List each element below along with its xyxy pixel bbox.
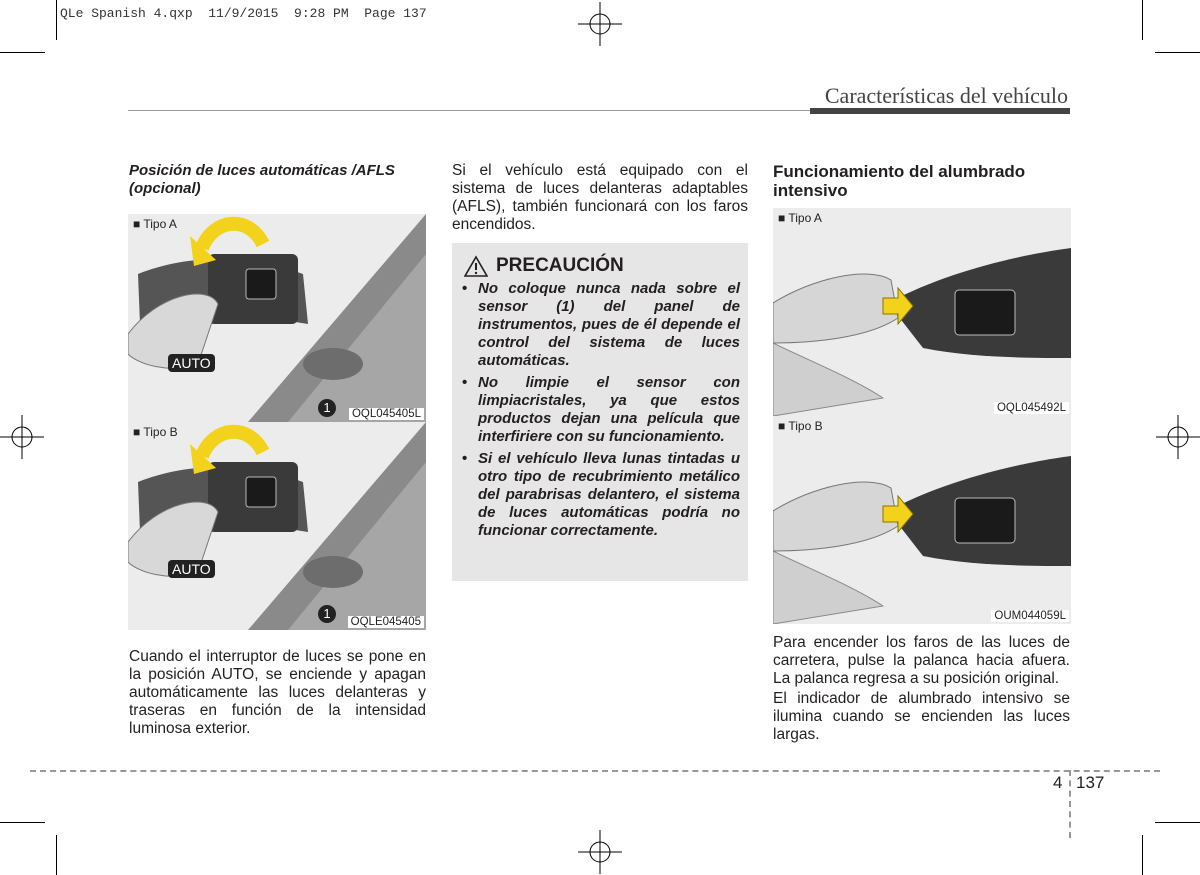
auto-lights-subhead: Posición de luces automáticas /AFLS (opcional) bbox=[129, 162, 395, 197]
page-number: 137 bbox=[1076, 773, 1105, 792]
caution-box bbox=[452, 243, 748, 581]
stalk-illustration bbox=[128, 422, 426, 630]
auto-tag: AUTO bbox=[168, 354, 215, 372]
figure-high-beam-type-b bbox=[773, 416, 1071, 624]
figure-label: ■ Tipo A bbox=[133, 217, 177, 231]
caution-list bbox=[462, 280, 740, 544]
registration-mark-bottom bbox=[578, 830, 622, 874]
caution-item: • No limpie el sensor con limpiacristales, ya que estos productos dejan una película que interfiriere con su funcionamiento. bbox=[462, 374, 740, 446]
figure-label: ■ Tipo B bbox=[133, 425, 178, 439]
high-beam-body-1: Para encender los faros de las luces de carretera, pulse la palanca hacia afuera. La palanca regresa a su posición original. bbox=[773, 634, 1070, 687]
figure-auto-type-a bbox=[128, 214, 426, 422]
figure-code: OQL045492L bbox=[994, 402, 1069, 414]
caution-item: • Si el vehículo lleva lunas tintadas u otro tipo de recubrimiento metálico del parabrisas delantero, el sistema de luces automáticas podría no funcionar correctamente. bbox=[462, 450, 740, 540]
registration-mark-top bbox=[578, 2, 622, 46]
figure-code: OQL045405L bbox=[349, 408, 424, 420]
figure-label: ■ Tipo B bbox=[778, 419, 823, 433]
sensor-marker: 1 bbox=[318, 399, 336, 417]
section-title: Características del vehículo bbox=[824, 83, 1068, 108]
stalk-push-illustration bbox=[773, 208, 1071, 416]
header-rule-accent bbox=[810, 108, 1070, 114]
stalk-push-illustration bbox=[773, 416, 1071, 624]
caution-title: PRECAUCIÓN bbox=[496, 255, 624, 276]
caution-item: • No coloque nunca nada sobre el sensor (1) del panel de instrumentos, pues de él depende el control del sistema de luces automáticas. bbox=[462, 280, 740, 370]
figure-label: ■ Tipo A bbox=[778, 211, 822, 225]
registration-mark-left bbox=[0, 415, 44, 459]
figure-high-beam-type-a bbox=[773, 208, 1071, 416]
figure-auto-type-b bbox=[128, 422, 426, 630]
chapter-number: 4 bbox=[1053, 773, 1063, 792]
caution-header bbox=[464, 255, 624, 277]
figure-code: OQLE045405 bbox=[348, 616, 424, 628]
high-beam-heading: Funcionamiento del alumbrado intensivo bbox=[773, 162, 1026, 200]
footer-divider bbox=[1069, 770, 1071, 838]
registration-mark-right bbox=[1156, 415, 1200, 459]
auto-lights-body: Cuando el interruptor de luces se pone en la posición AUTO, se enciende y apagan automáticamente las luces delanteras y traseras en función de la intensidad luminosa exterior. bbox=[129, 648, 426, 737]
stalk-illustration bbox=[128, 214, 426, 422]
sensor-marker: 1 bbox=[318, 605, 336, 623]
footer-dashed-rule bbox=[30, 770, 1160, 772]
figure-code: OUM044059L bbox=[991, 610, 1069, 622]
auto-tag: AUTO bbox=[168, 560, 215, 578]
warning-icon bbox=[464, 255, 488, 277]
afls-body: Si el vehículo está equipado con el sistema de luces delanteras adaptables (AFLS), también funcionará con los faros encendidos. bbox=[452, 162, 748, 233]
print-slug: QLe Spanish 4.qxp 11/9/2015 9:28 PM Page 137 bbox=[60, 6, 427, 21]
high-beam-body-2: El indicador de alumbrado intensivo se ilumina cuando se encienden las luces largas. bbox=[773, 690, 1070, 743]
